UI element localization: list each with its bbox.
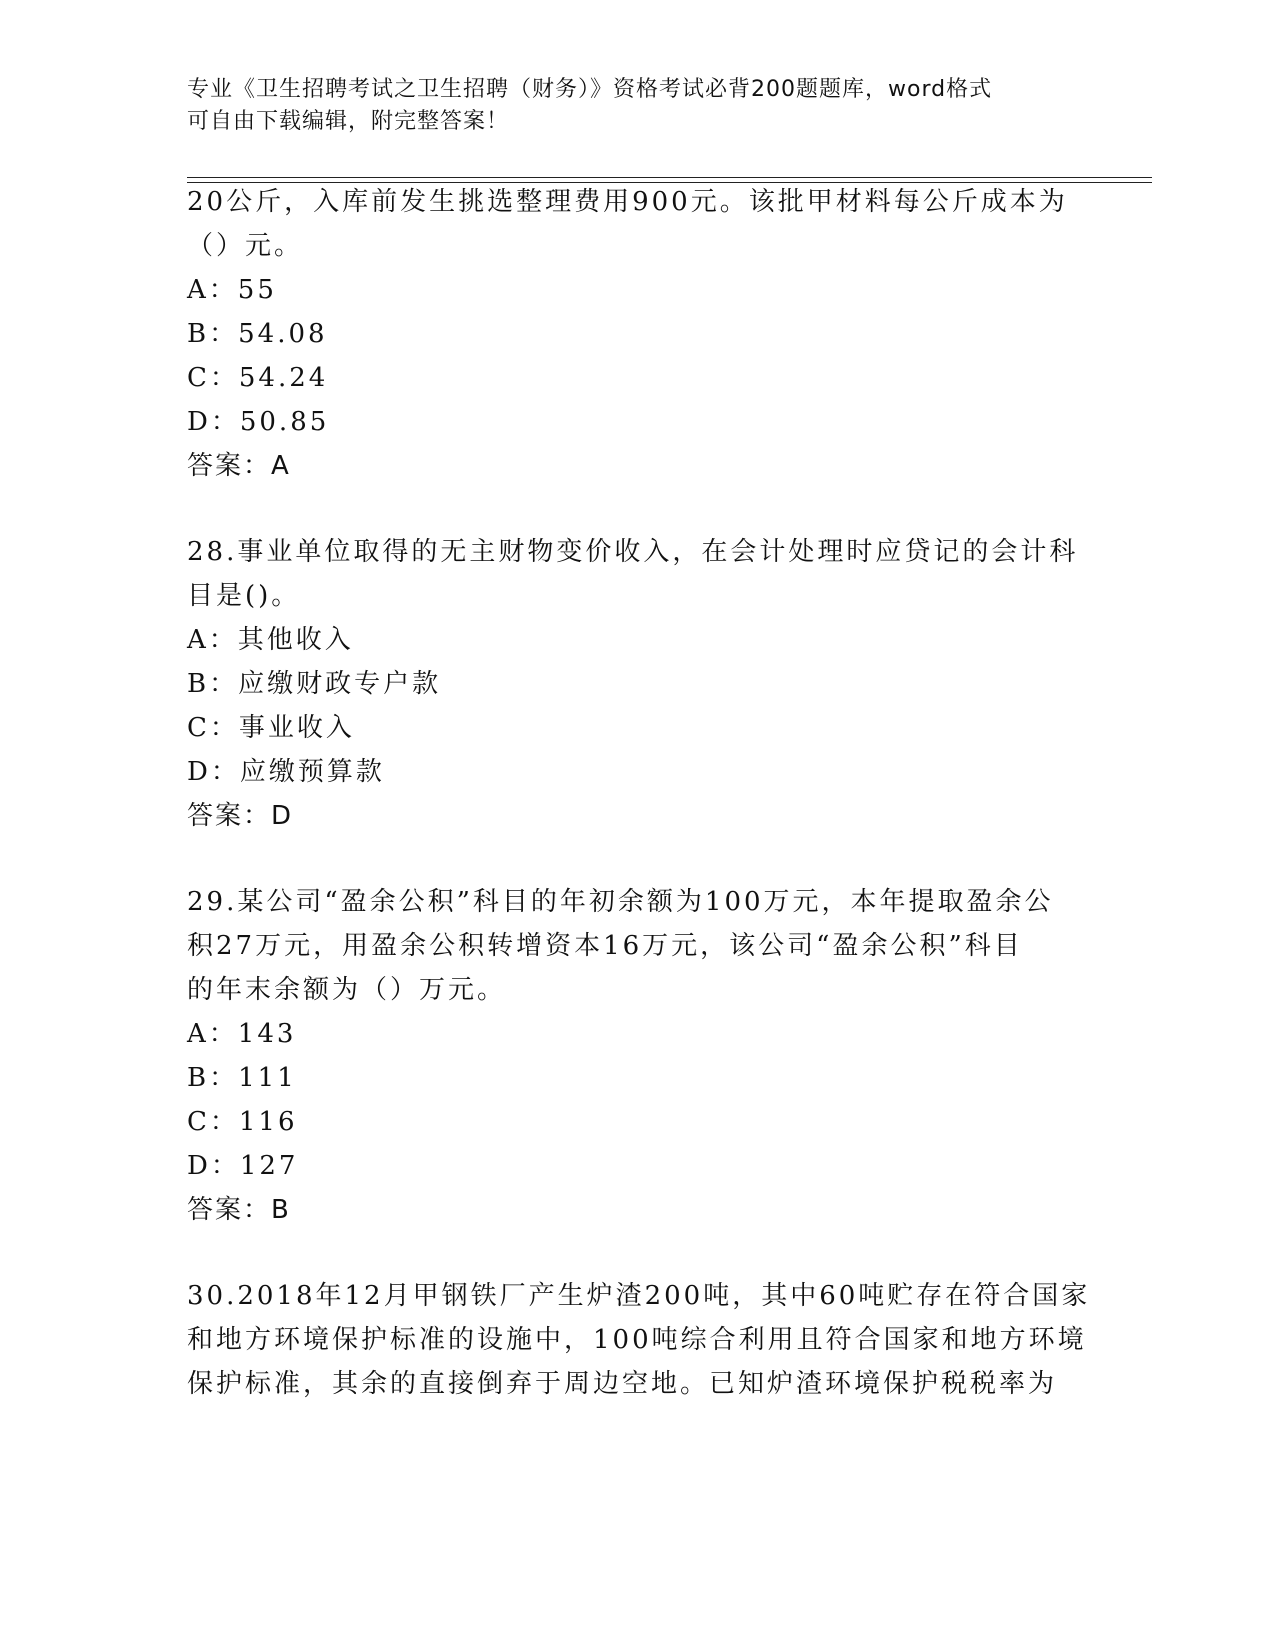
option-a: A：143 — [187, 1019, 297, 1049]
option-a: A：55 — [187, 275, 277, 305]
option-c: C：54.24 — [187, 363, 329, 393]
question-stem-line: 和地方环境保护标准的设施中，100吨综合利用且符合国家和地方环境 — [187, 1325, 1087, 1355]
question-stem-line: 28.事业单位取得的无主财物变价收入，在会计处理时应贷记的会计科 — [187, 537, 1079, 567]
header-divider-top — [187, 177, 1152, 178]
option-d: D：127 — [187, 1151, 299, 1181]
header-line-2: 可自由下载编辑，附完整答案！ — [187, 109, 510, 134]
option-a: A：其他收入 — [187, 625, 354, 655]
option-b: B：111 — [187, 1063, 297, 1093]
question-stem-line: 保护标准，其余的直接倒弃于周边空地。已知炉渣环境保护税税率为 — [187, 1369, 1058, 1399]
option-d: D：50.85 — [187, 407, 330, 437]
answer-line: 答案：D — [187, 801, 294, 831]
question-stem-line: 的年末余额为（）万元。 — [187, 975, 507, 1005]
answer-line: 答案：B — [187, 1195, 291, 1225]
header-line-1: 专业《卫生招聘考试之卫生招聘（财务）》资格考试必背200题题库，word格式 — [187, 77, 993, 102]
header-divider-bottom — [187, 182, 1152, 183]
question-stem-line: 29.某公司“盈余公积”科目的年初余额为100万元，本年提取盈余公 — [187, 887, 1054, 917]
question-stem-line: （）元。 — [187, 231, 304, 261]
option-c: C：116 — [187, 1107, 298, 1137]
option-d: D：应缴预算款 — [187, 757, 385, 787]
question-stem-line: 30.2018年12月甲钢铁厂产生炉渣200吨，其中60吨贮存在符合国家 — [187, 1281, 1091, 1311]
question-stem-line: 20公斤，入库前发生挑选整理费用900元。该批甲材料每公斤成本为 — [187, 187, 1068, 217]
answer-line: 答案：A — [187, 451, 291, 481]
document-header — [187, 74, 1067, 138]
question-stem-line: 积27万元，用盈余公积转增资本16万元，该公司“盈余公积”科目 — [187, 931, 1023, 961]
question-stem-line: 目是()。 — [187, 581, 301, 611]
option-b: B：54.08 — [187, 319, 328, 349]
option-c: C：事业收入 — [187, 713, 355, 743]
option-b: B：应缴财政专户款 — [187, 669, 442, 699]
